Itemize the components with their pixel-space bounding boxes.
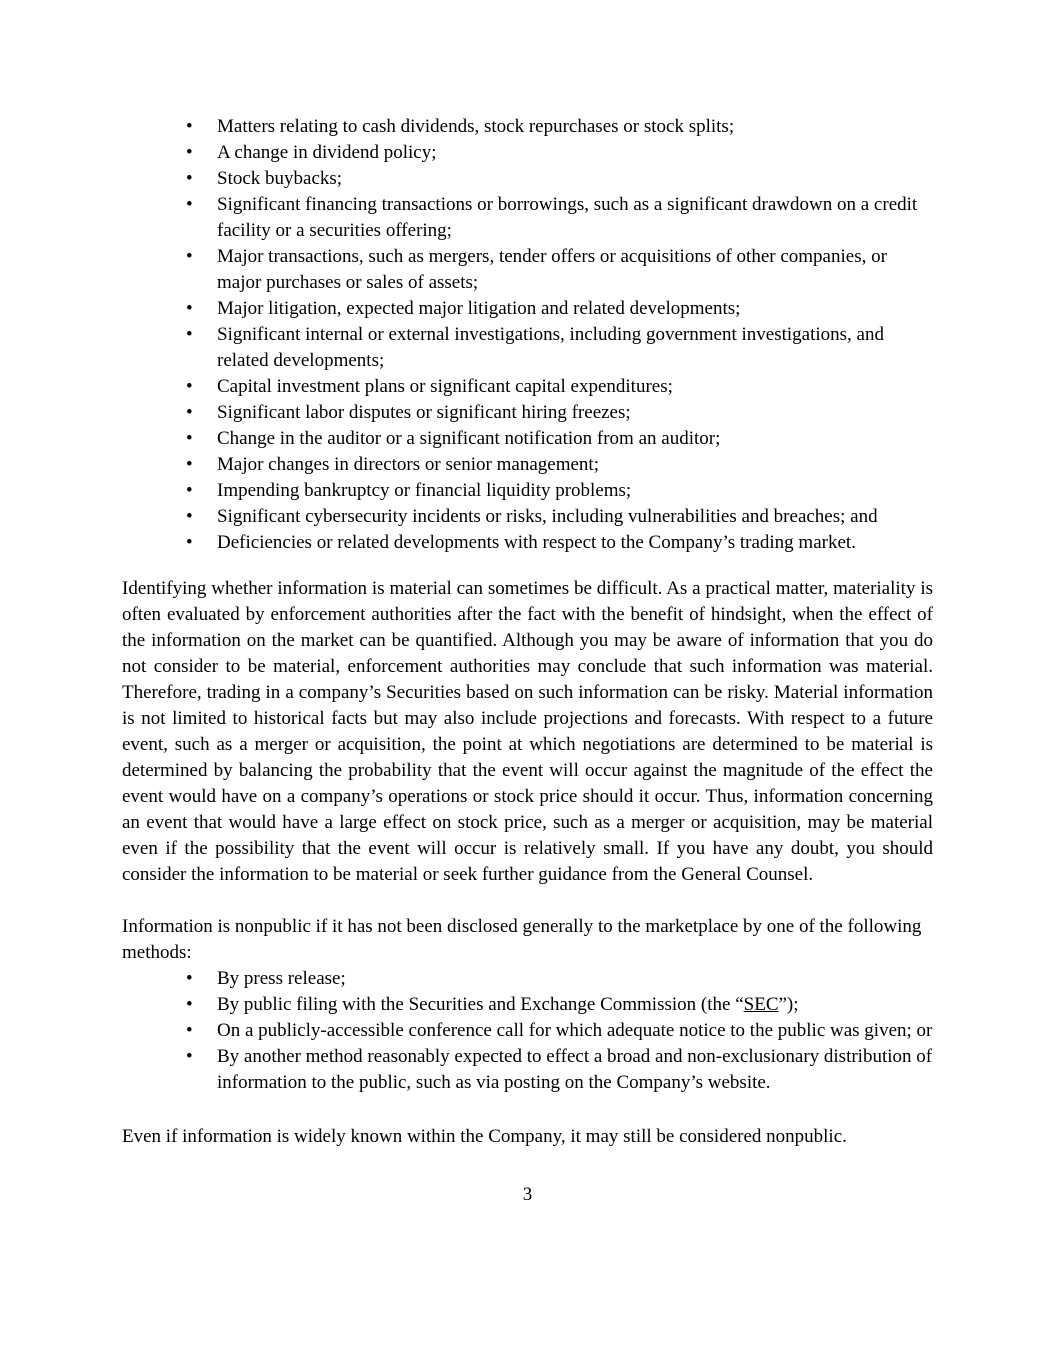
list-item: • Impending bankruptcy or financial liquidity problems; <box>217 478 933 504</box>
list-item: • By another method reasonably expected to effect a broad and non-exclusionary distribution of information to the public, such as via posting on the Company’s website. <box>217 1044 933 1096</box>
list-item: • Matters relating to cash dividends, stock repurchases or stock splits; <box>217 114 933 140</box>
list-item: • Significant internal or external investigations, including government investigations, and related developments; <box>217 322 933 374</box>
list-item: • By press release; <box>217 966 933 992</box>
material-information-list <box>122 114 933 556</box>
list-item: • Significant cybersecurity incidents or risks, including vulnerabilities and breaches; and <box>217 504 933 530</box>
list-item <box>217 992 933 1018</box>
page-number: 3 <box>522 1184 533 1205</box>
paragraph-nonpublic-intro: Information is nonpublic if it has not been disclosed generally to the marketplace by one of the following methods: <box>122 916 922 963</box>
list-item: • Significant labor disputes or significant hiring freezes; <box>217 400 933 426</box>
nonpublic-methods-list <box>122 966 933 1096</box>
paragraph-materiality: Identifying whether information is material can sometimes be difficult. As a practical matter, materiality is often evaluated by enforcement authorities after the fact with the benefit of hindsight, when the effect of the information on the market can be quantified. Although you may be aware of information that you do not consider to be material, enforcement authorities may conclude that such information was material. Therefore, trading in a company’s Securities based on such information can be risky. Material information is not limited to historical facts but may also include projections and forecasts. With respect to a future event, such as a merger or acquisition, the point at which negotiations are determined to be material is determined by balancing the probability that the event will occur against the magnitude of the effect the event would have on a company’s operations or stock price should it occur. Thus, information concerning an event that would have a large effect on stock price, such as a merger or acquisition, may be material even if the possibility that the event will occur is relatively small. If you have any doubt, you should consider the information to be material or seek further guidance from the General Counsel. <box>122 578 933 885</box>
list-item: • Capital investment plans or significant capital expenditures; <box>217 374 933 400</box>
list-item: • Change in the auditor or a significant notification from an auditor; <box>217 426 933 452</box>
list-item: • Significant financing transactions or borrowings, such as a significant drawdown on a credit facility or a securities offering; <box>217 192 933 244</box>
sec-defined-term: SEC <box>743 994 779 1015</box>
paragraph-nonpublic-note: Even if information is widely known within the Company, it may still be considered nonpublic. <box>122 1126 847 1147</box>
list-item: • Major changes in directors or senior management; <box>217 452 933 478</box>
list-item: • Major litigation, expected major litigation and related developments; <box>217 296 933 322</box>
list-item-text-prefix: By public filing with the Securities and Exchange Commission (the “ <box>217 994 744 1015</box>
list-item: • Stock buybacks; <box>217 166 933 192</box>
list-item: • On a publicly-accessible conference call for which adequate notice to the public was given; or <box>217 1018 933 1044</box>
list-item-text-suffix: ”); <box>778 994 799 1015</box>
list-item: • Major transactions, such as mergers, tender offers or acquisitions of other companies, or major purchases or sales of assets; <box>217 244 933 296</box>
list-item: • A change in dividend policy; <box>217 140 933 166</box>
list-item: • Deficiencies or related developments with respect to the Company’s trading market. <box>217 530 933 556</box>
